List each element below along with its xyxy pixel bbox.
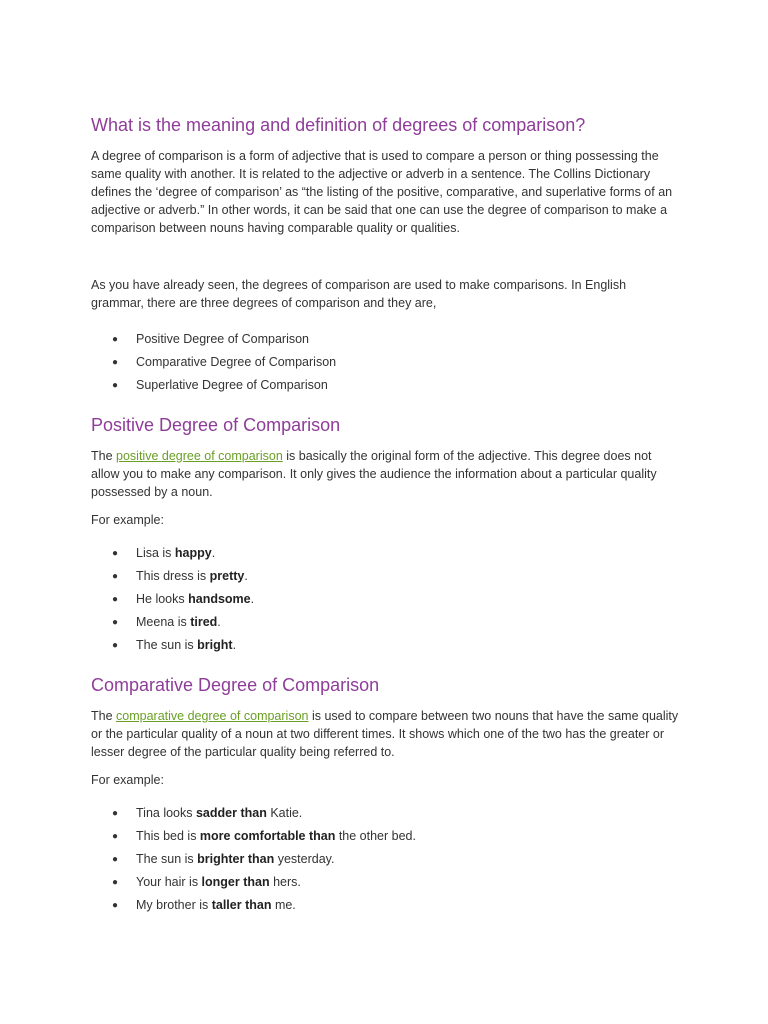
- list-item: ● Your hair is longer than hers.: [91, 871, 681, 894]
- positive-intro-paragraph: The positive degree of comparison is basically the original form of the adjective. This degree does not allow you to make any comparison. It only gives the audience the information about a particular quality possessed by a noun.: [91, 449, 657, 499]
- for-example-label: For example:: [91, 513, 164, 527]
- list-item: ● Positive Degree of Comparison: [91, 328, 681, 351]
- bullet-icon: ●: [112, 548, 119, 559]
- intro-paragraph: As you have already seen, the degrees of comparison are used to make comparisons. In English grammar, there are three degrees of comparison and they are,: [91, 278, 627, 310]
- definition-paragraph: A degree of comparison is a form of adjective that is used to compare a person or thing possessing the same quality with another. It is related to the adjective or adverb in a sentence. The Collins Dictionary defines the ‘degree of comparison’ as “the listing of the positive, comparative, and superlative forms of an adjective or adverb.” In other words, it can be said that one can use the degree of comparison to make a comparison between nouns having comparable quality or qualities.: [91, 149, 673, 235]
- list-item: ● The sun is brighter than yesterday.: [91, 848, 681, 871]
- document-page: [91, 114, 681, 917]
- for-example-label: For example:: [91, 773, 164, 787]
- positive-degree-link[interactable]: positive degree of comparison: [116, 449, 283, 463]
- bullet-icon: ●: [112, 640, 119, 651]
- list-item: ● Meena is tired.: [91, 611, 681, 634]
- bullet-icon: ●: [112, 854, 119, 865]
- list-item: ● My brother is taller than me.: [91, 894, 681, 917]
- degrees-list: [91, 328, 681, 397]
- list-item: ● Superlative Degree of Comparison: [91, 374, 681, 397]
- bullet-icon: ●: [112, 831, 119, 842]
- bullet-icon: ●: [112, 357, 119, 368]
- bullet-icon: ●: [112, 594, 119, 605]
- comparative-examples-list: [91, 802, 681, 917]
- list-item: ● The sun is bright.: [91, 634, 681, 657]
- list-item: ● He looks handsome.: [91, 588, 681, 611]
- list-item: ● This bed is more comfortable than the other bed.: [91, 825, 681, 848]
- section-heading-definition: What is the meaning and definition of degrees of comparison?: [91, 115, 586, 135]
- bullet-icon: ●: [112, 808, 119, 819]
- section-heading-comparative: Comparative Degree of Comparison: [91, 675, 380, 695]
- bullet-icon: ●: [112, 617, 119, 628]
- bullet-icon: ●: [112, 571, 119, 582]
- comparative-intro-paragraph: The comparative degree of comparison is used to compare between two nouns that have the same quality or the particular quality of a noun at two different times. It shows which one of the two has the greater or lesser degree of the particular quality being referred to.: [91, 709, 679, 759]
- list-item: ● Tina looks sadder than Katie.: [91, 802, 681, 825]
- list-item: ● Comparative Degree of Comparison: [91, 351, 681, 374]
- comparative-degree-link[interactable]: comparative degree of comparison: [116, 709, 309, 723]
- bullet-icon: ●: [112, 334, 119, 345]
- list-item: ● This dress is pretty.: [91, 565, 681, 588]
- bullet-icon: ●: [112, 380, 119, 391]
- list-item: ● Lisa is happy.: [91, 542, 681, 565]
- bullet-icon: ●: [112, 877, 119, 888]
- positive-examples-list: [91, 542, 681, 657]
- bullet-icon: ●: [112, 900, 119, 911]
- section-heading-positive: Positive Degree of Comparison: [91, 415, 341, 435]
